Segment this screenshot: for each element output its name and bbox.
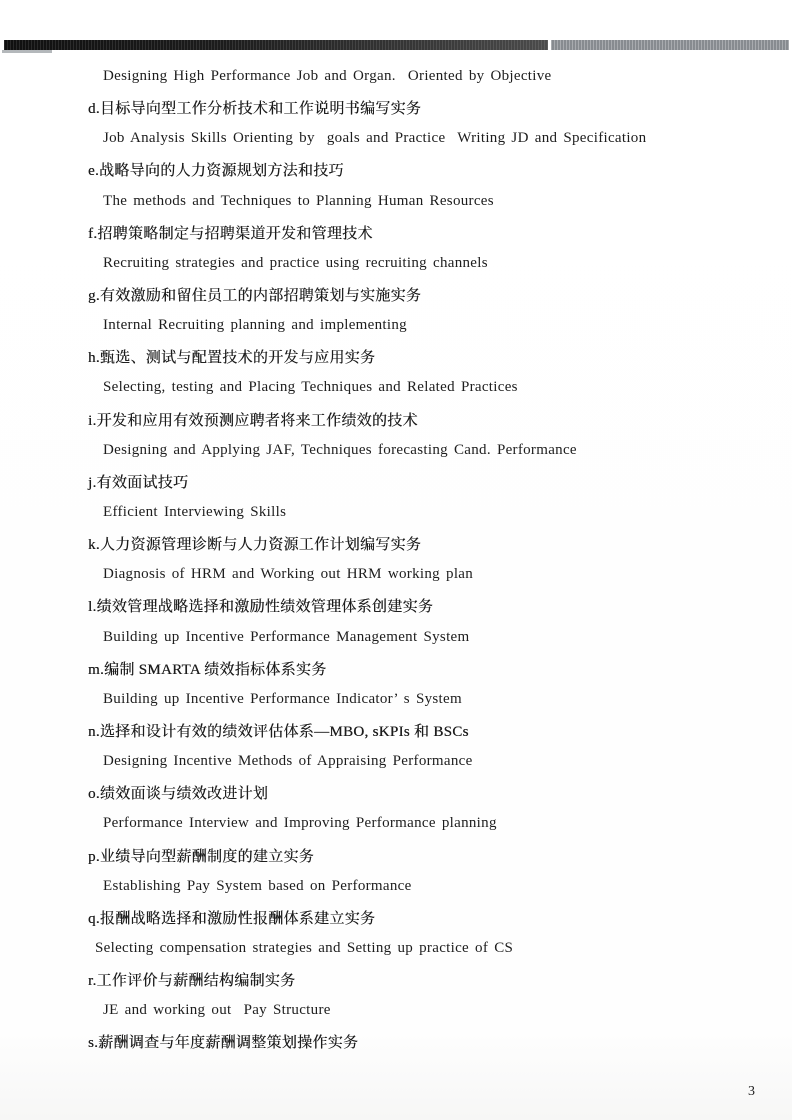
doc-line-text: Internal Recruiting planning and implementing xyxy=(103,317,407,334)
doc-line-text: Efficient Interviewing Skills xyxy=(103,504,287,521)
doc-line-item-o xyxy=(0,777,792,808)
doc-line-english xyxy=(0,995,792,1026)
doc-line-item-e xyxy=(0,154,792,185)
doc-line-text: q.报酬战略选择和激励性报酬体系建立实务 xyxy=(88,910,376,927)
doc-line-english xyxy=(0,123,792,154)
doc-line-item-s xyxy=(0,1026,792,1057)
doc-line-item-f xyxy=(0,217,792,248)
doc-line-item-l xyxy=(0,590,792,621)
doc-line-text: e.战略导向的人力资源规划方法和技巧 xyxy=(88,163,344,180)
header-rule-shadow xyxy=(2,50,52,53)
doc-line-item-g xyxy=(0,279,792,310)
doc-line-text: m.编制 SMARTA 绩效指标体系实务 xyxy=(88,661,327,678)
doc-line-text: n.选择和设计有效的绩效评估体系—MBO, sKPIs 和 BSCs xyxy=(88,724,469,741)
doc-line-english xyxy=(0,684,792,715)
doc-line-text: s.薪酬调查与年度薪酬调整策划操作实务 xyxy=(88,1035,359,1052)
page-number: 3 xyxy=(748,1084,755,1099)
doc-line-english xyxy=(0,310,792,341)
doc-line-item-q xyxy=(0,902,792,933)
doc-line-text: Selecting, testing and Placing Techniques and Related Practices xyxy=(103,379,518,396)
doc-line-english xyxy=(0,186,792,217)
doc-line-text: Designing and Applying JAF, Techniques forecasting Cand. Performance xyxy=(103,441,577,458)
header-rule-dark xyxy=(4,40,548,50)
doc-line-english xyxy=(0,61,792,92)
doc-line-item-j xyxy=(0,466,792,497)
doc-line-text: The methods and Techniques to Planning Human Resources xyxy=(103,192,494,209)
doc-line-text: Recruiting strategies and practice using recruiting channels xyxy=(103,254,488,271)
doc-line-english xyxy=(0,248,792,279)
doc-line-english xyxy=(0,871,792,902)
doc-line-item-d xyxy=(0,92,792,123)
doc-line-english xyxy=(0,559,792,590)
doc-line-text: f.招聘策略制定与招聘渠道开发和管理技术 xyxy=(88,225,373,242)
doc-line-item-m xyxy=(0,653,792,684)
doc-line-text: Performance Interview and Improving Performance planning xyxy=(103,815,497,832)
document-body xyxy=(0,61,792,1058)
doc-line-english xyxy=(0,746,792,777)
doc-line-item-k xyxy=(0,528,792,559)
doc-line-text: Selecting compensation strategies and Setting up practice of CS xyxy=(95,940,514,956)
doc-line-english xyxy=(0,808,792,839)
doc-line-english xyxy=(0,435,792,466)
doc-line-text: d.目标导向型工作分析技术和工作说明书编写实务 xyxy=(88,101,422,118)
doc-line-text: JE and working out Pay Structure xyxy=(103,1002,331,1019)
doc-line-text: Establishing Pay System based on Performance xyxy=(103,877,412,894)
doc-line-text: Building up Incentive Performance Indicator’ s System xyxy=(103,690,462,707)
doc-line-text: Designing Incentive Methods of Appraising Performance xyxy=(103,753,473,770)
doc-line-text: Building up Incentive Performance Management System xyxy=(103,628,470,645)
doc-line-text: p.业绩导向型薪酬制度的建立实务 xyxy=(88,848,315,865)
doc-line-text: r.工作评价与薪酬结构编制实务 xyxy=(88,973,296,990)
doc-line-english xyxy=(0,372,792,403)
doc-line-item-p xyxy=(0,840,792,871)
doc-line-english xyxy=(0,622,792,653)
doc-line-text: Job Analysis Skills Orienting by goals and Practice Writing JD and Specification xyxy=(103,130,647,147)
doc-line-text: Designing High Performance Job and Organ. Oriented by Objective xyxy=(103,68,552,85)
doc-line-text: Diagnosis of HRM and Working out HRM working plan xyxy=(103,566,474,583)
doc-line-text: o.绩效面谈与绩效改进计划 xyxy=(88,786,269,803)
doc-line-text: h.甄选、测试与配置技术的开发与应用实务 xyxy=(88,350,376,367)
doc-line-item-n xyxy=(0,715,792,746)
doc-line-item-r xyxy=(0,964,792,995)
doc-line-item-h xyxy=(0,341,792,372)
doc-line-text: j.有效面试技巧 xyxy=(88,474,189,491)
doc-line-text: i.开发和应用有效预测应聘者将来工作绩效的技术 xyxy=(88,412,418,429)
doc-line-text: l.绩效管理战略选择和激励性绩效管理体系创建实务 xyxy=(88,599,434,616)
header-rule-gray xyxy=(551,40,789,50)
doc-line-item-i xyxy=(0,404,792,435)
doc-line-text: g.有效激励和留住员工的内部招聘策划与实施实务 xyxy=(88,288,422,305)
doc-line-english xyxy=(0,497,792,528)
doc-line-english xyxy=(0,933,792,964)
doc-line-text: k.人力资源管理诊断与人力资源工作计划编写实务 xyxy=(88,537,422,554)
